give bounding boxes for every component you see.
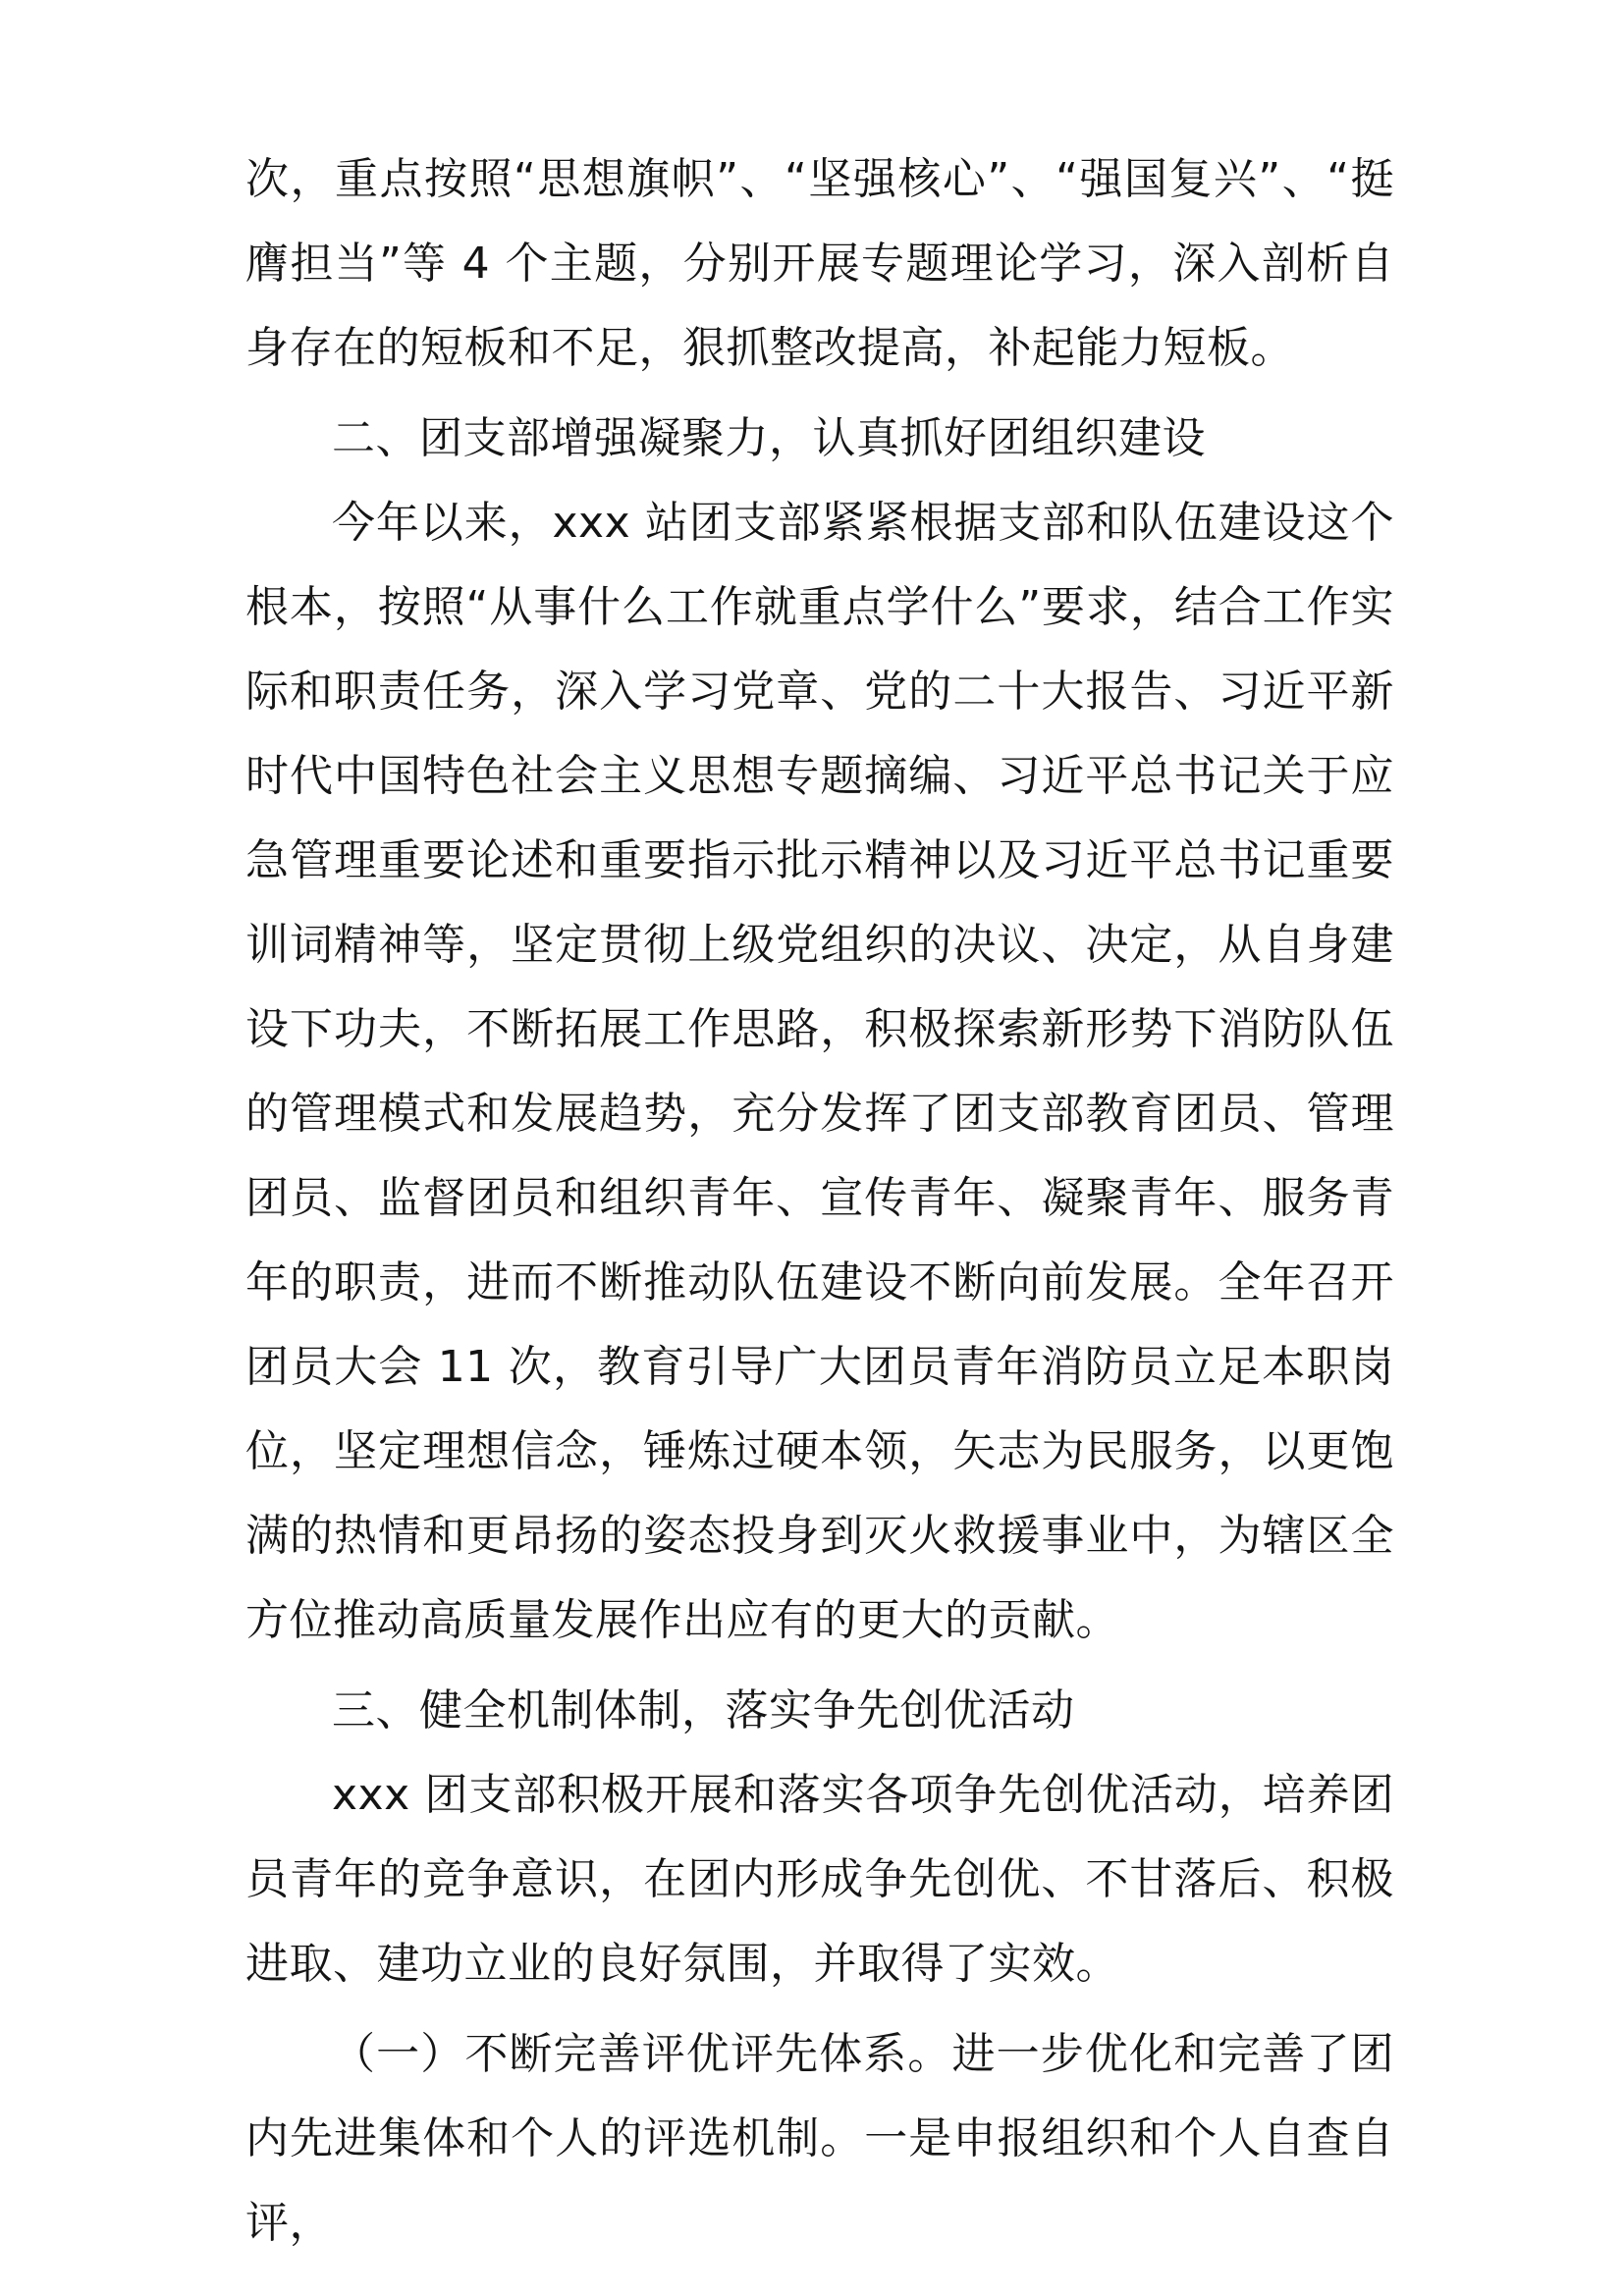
paragraph-evaluation-system: （一）不断完善评优评先体系。进一步优化和完善了团内先进集体和个人的评选机制。一是申报组织和个人自查自评， [245,2029,1394,2248]
section-heading-3: 三、健全机制体制，落实争先创优活动 [332,1685,1075,1735]
paragraph-excellence-activities: xxx 团支部积极开展和落实各项争先创优活动，培养团员青年的竞争意识，在团内形成争先创优、不甘落后、积极进取、建功立业的良好氛围，并取得了实效。 [245,1770,1394,1989]
section-heading-2: 二、团支部增强凝聚力，认真抓好团组织建设 [332,413,1206,463]
paragraph-continuation: 次，重点按照“思想旗帜”、“坚强核心”、“强国复兴”、“挺膺担当”等 4 个主题，分别开展专题理论学习，深入剖析自身存在的短板和不足，狠抓整改提高，补起能力短板。 [245,154,1394,373]
document-body [245,137,1394,2266]
paragraph-team-branch: 今年以来，xxx 站团支部紧紧根据支部和队伍建设这个根本，按照“从事什么工作就重点学什么”要求，结合工作实际和职责任务，深入学习党章、党的二十大报告、习近平新时代中国特色社会主义思想专题摘编、习近平总书记关于应急管理重要论述和重要指示批示精神以及习近平总书记重要训词精神等，坚定贯彻上级党组织的决议、决定，从自身建设下功夫，不断拓展工作思路，积极探索新形势下消防队伍的管理模式和发展趋势，充分发挥了团支部教育团员、管理团员、监督团员和组织青年、宣传青年、凝聚青年、服务青年的职责，进而不断推动队伍建设不断向前发展。全年召开团员大会 11 次，教育引导广大团员青年消防员立足本职岗位，坚定理想信念，锤炼过硬本领，矢志为民服务，以更饱满的热情和更昂扬的姿态投身到灭火救援事业中，为辖区全方位推动高质量发展作出应有的更大的贡献。 [245,498,1394,1645]
